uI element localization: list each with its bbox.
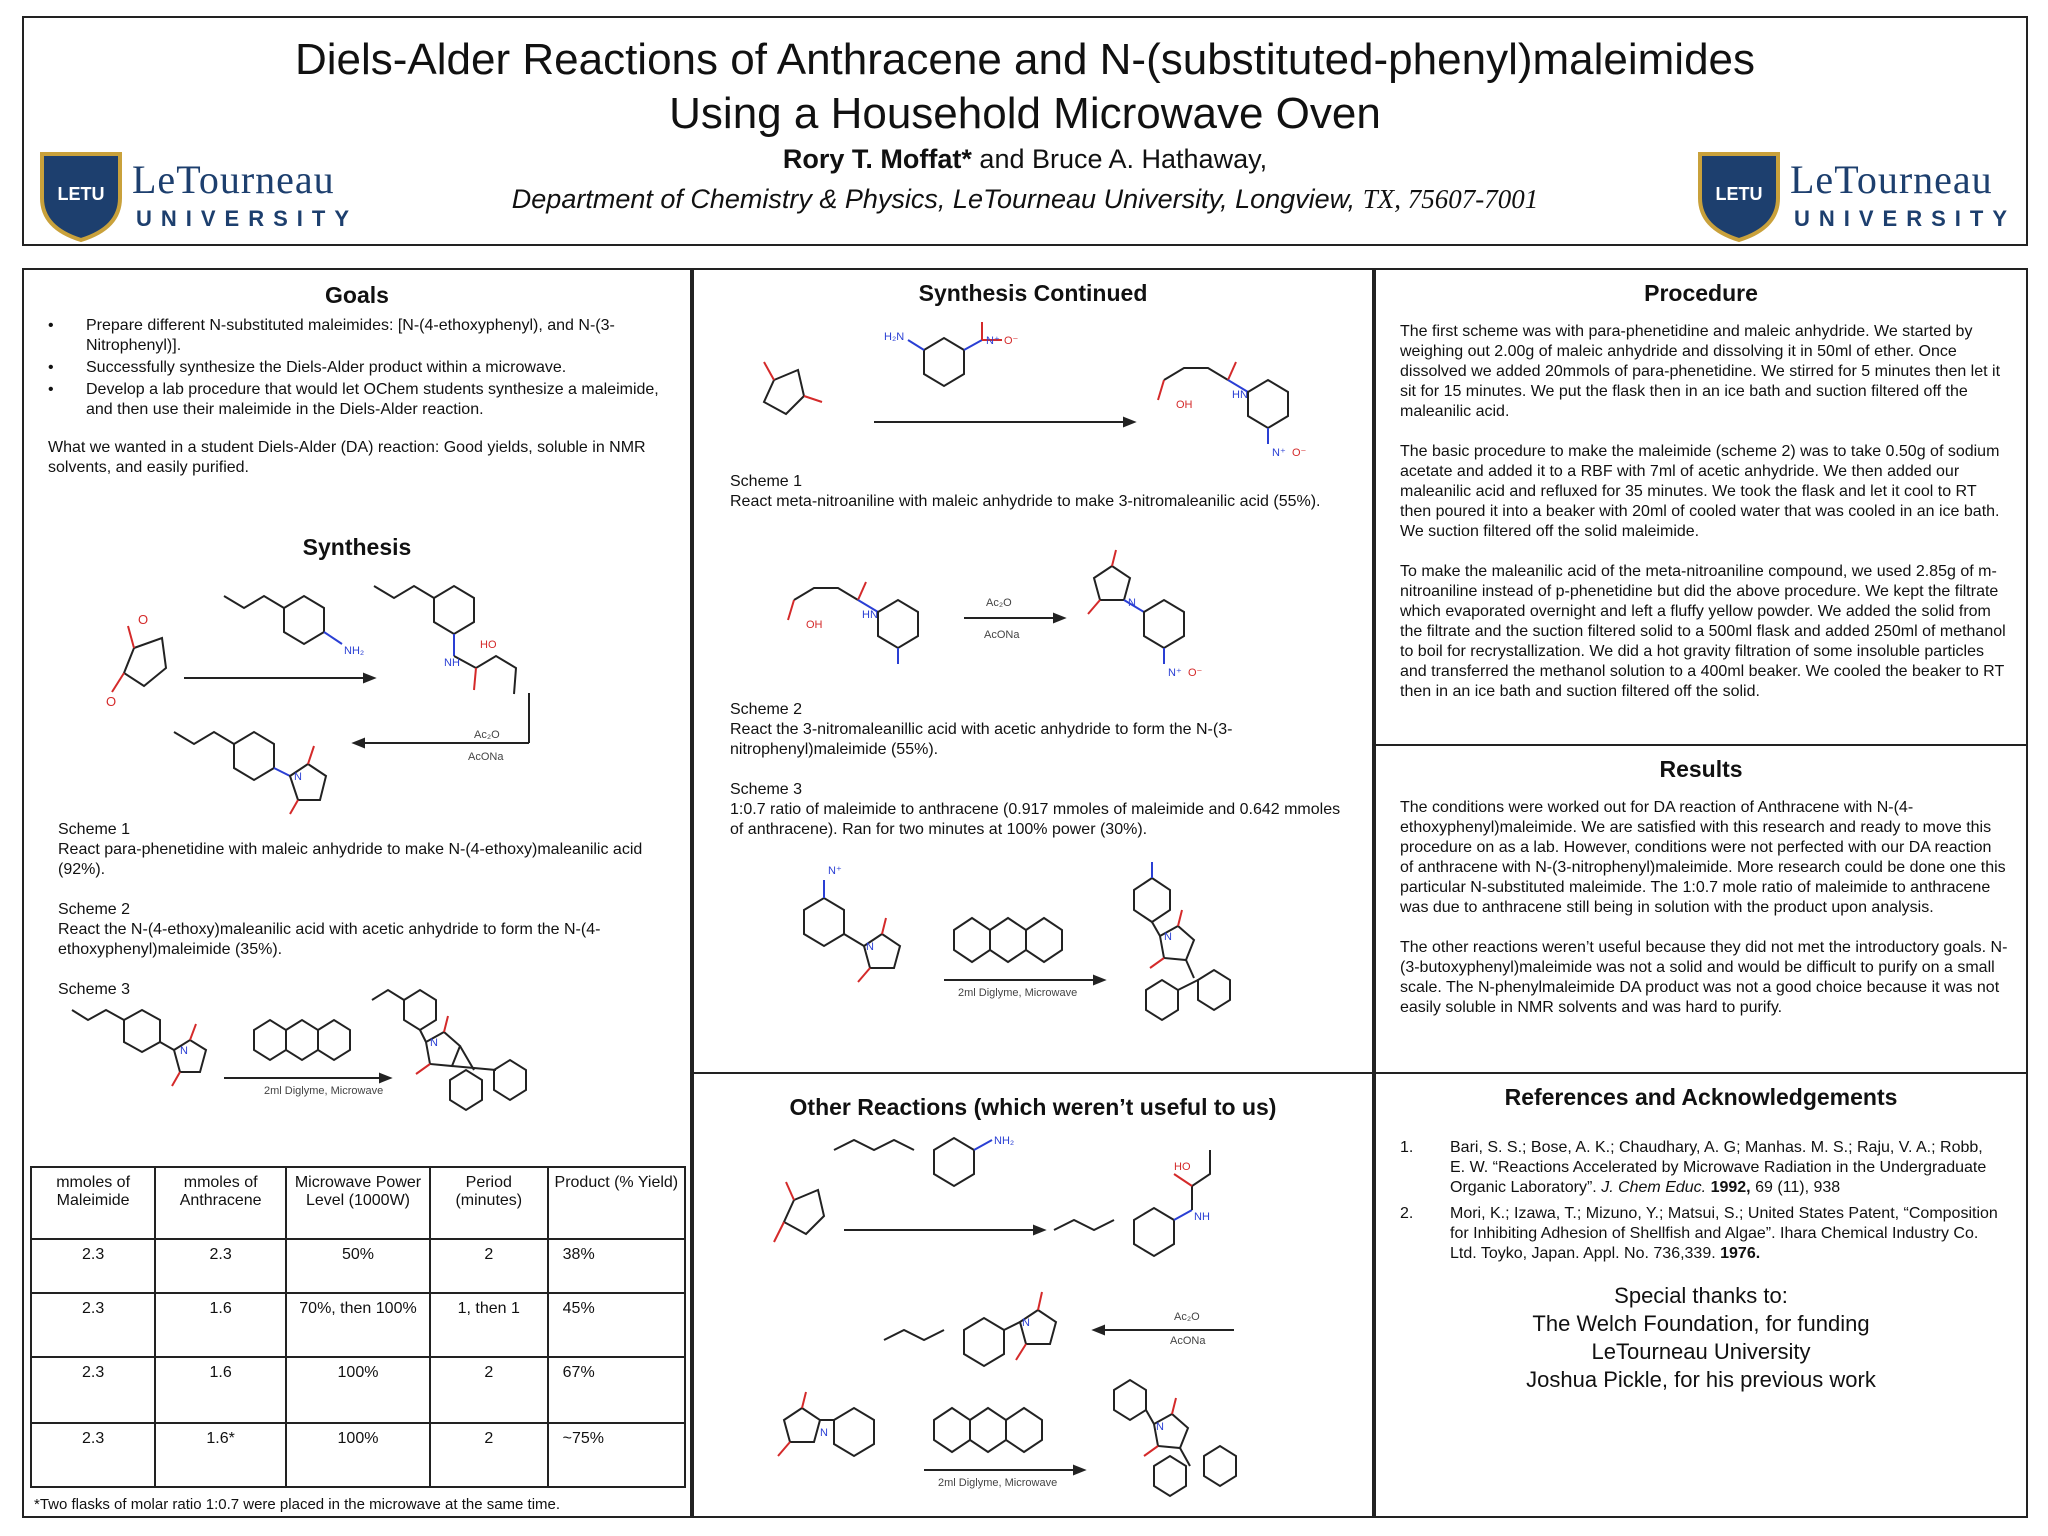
scheme-description: 1:0.7 ratio of maleimide to anthracene (0.917 mmoles of maleimide and 0.642 mmoles of anthracene). Ran for two minutes at 100% power (30%). bbox=[730, 801, 1341, 838]
reference-text: Bari, S. S.; Bose, A. K.; Chaudhary, A. G; Manhas. M. S.; Raju, V. A.; Robb, E. W. “Reactions Accelerated by Microwave Radiation in the Undergraduate Organic Laboratory”. bbox=[1450, 1139, 1987, 1196]
synthesis-heading: Synthesis bbox=[302, 534, 412, 560]
atom-label: N⁺ bbox=[1168, 667, 1182, 679]
table-row bbox=[31, 1239, 685, 1293]
shield-icon bbox=[36, 148, 126, 244]
table-cell: 70%, then 100% bbox=[286, 1293, 430, 1357]
results-panel bbox=[1376, 744, 2026, 1072]
atom-label: O⁻ bbox=[1188, 667, 1203, 679]
reagent-label: 2ml Diglyme, Microwave bbox=[958, 987, 1078, 999]
table-cell: 2.3 bbox=[31, 1357, 155, 1423]
table-header-cell: mmoles of Maleimide bbox=[31, 1167, 155, 1239]
poster-title-line1: Diels-Alder Reactions of Anthracene and N-(substituted-phenyl)maleimides bbox=[294, 35, 1756, 84]
reagent-label: AcONa bbox=[984, 629, 1020, 641]
atom-label: HN bbox=[862, 609, 878, 621]
table-cell: 38% bbox=[548, 1239, 685, 1293]
atom-label: O bbox=[106, 694, 117, 709]
reference-number: 2. bbox=[1400, 1205, 1414, 1222]
atom-label: N bbox=[1022, 1317, 1030, 1329]
results-paragraph: The other reactions weren’t useful because they did not met the introductory goals. N-(3-butoxyphenyl)maleimide was not a solid and would be difficult to purify on a small scale. The N-phenylmaleimide DA product was not a good choice because it was not easily soluble in NMR solvents and was hard to purify. bbox=[1400, 939, 2008, 1016]
scheme-label: Scheme 3 bbox=[730, 781, 803, 798]
procedure-body bbox=[1400, 322, 2008, 702]
department-address: TX, 75607-7001 bbox=[1362, 184, 1539, 214]
synthesis-scheme-3-structure bbox=[64, 970, 664, 1140]
shield-text: LETU bbox=[1715, 184, 1763, 204]
results-table bbox=[30, 1166, 686, 1488]
shield-text: LETU bbox=[57, 184, 105, 204]
table-cell: 2 bbox=[430, 1239, 548, 1293]
poster-header bbox=[22, 16, 2028, 246]
reagent-label: 2ml Diglyme, Microwave bbox=[264, 1085, 384, 1097]
reagent-label: Ac₂O bbox=[1174, 1311, 1200, 1323]
atom-label: N bbox=[1156, 1421, 1164, 1433]
table-cell: 2.3 bbox=[155, 1239, 286, 1293]
thanks-line: The Welch Foundation, for funding bbox=[1532, 1311, 1870, 1336]
co-author: and Bruce A. Hathaway, bbox=[979, 144, 1268, 174]
goals-heading: Goals bbox=[325, 282, 389, 308]
results-heading: Results bbox=[1659, 756, 1743, 782]
logo-subtext: UNIVERSITY bbox=[136, 206, 359, 231]
table-header-cell: Product (% Yield) bbox=[548, 1167, 685, 1239]
scheme-label: Scheme 1 bbox=[58, 821, 131, 838]
reference-number: 1. bbox=[1400, 1139, 1414, 1156]
synthesis-continued-panel bbox=[694, 270, 1372, 1072]
atom-label: NH₂ bbox=[344, 645, 365, 657]
atom-label: O⁻ bbox=[1292, 447, 1307, 459]
main-author: Rory T. Moffat* bbox=[782, 144, 972, 174]
table-cell: 1.6* bbox=[155, 1423, 286, 1487]
goals-list bbox=[48, 316, 668, 420]
acknowledgements bbox=[1376, 1282, 2026, 1394]
references-list bbox=[1400, 1138, 2000, 1264]
reagent-label: 2ml Diglyme, Microwave bbox=[938, 1477, 1058, 1489]
scheme-label: Scheme 2 bbox=[730, 701, 803, 718]
table-cell: 1.6 bbox=[155, 1357, 286, 1423]
goal-item: • Develop a lab procedure that would let OChem students synthesize a maleimide, and then use their maleimide in the Diels-Alder reaction. bbox=[48, 380, 668, 420]
letourneau-logo-left bbox=[36, 148, 359, 244]
scheme-1-text bbox=[730, 472, 1350, 512]
references-panel bbox=[1376, 1072, 2026, 1518]
procedure-paragraph: The basic procedure to make the maleimide (scheme 2) was to take 0.50g of sodium acetate and added it to a RBF with 7ml of acetic anhydride. We then added our maleanilic acid and refluxed for 35 minutes. We took the flask and let it cool to RT then poured it into a beaker with 20ml of cooled water that was cooled in an ice bath. We suction filtered off the solid maleimide. bbox=[1400, 443, 2000, 540]
procedure-panel bbox=[1376, 270, 2026, 744]
atom-label: N bbox=[430, 1037, 438, 1049]
atom-label: N⁺ bbox=[1272, 447, 1286, 459]
column-middle bbox=[692, 268, 1374, 1518]
reference-tail: 69 (11), 938 bbox=[1755, 1179, 1841, 1196]
table-cell: 2 bbox=[430, 1357, 548, 1423]
scheme-description: React para-phenetidine with maleic anhydride to make N-(4-ethoxy)maleanilic acid (92%). bbox=[58, 841, 643, 878]
thanks-line: Special thanks to: bbox=[1614, 1283, 1788, 1308]
table-row bbox=[31, 1423, 685, 1487]
goals-body bbox=[48, 316, 668, 478]
atom-label: N⁺ bbox=[828, 865, 842, 877]
atom-label: N bbox=[866, 941, 874, 953]
table-cell: 67% bbox=[548, 1357, 685, 1423]
scheme-3-structure bbox=[774, 850, 1314, 1060]
thanks-line: Joshua Pickle, for his previous work bbox=[1526, 1367, 1876, 1392]
thanks-line: LeTourneau University bbox=[1591, 1339, 1811, 1364]
atom-label: HO bbox=[1174, 1161, 1191, 1173]
other-reactions-heading: Other Reactions (which weren’t useful to us) bbox=[789, 1094, 1277, 1120]
synthesis-scheme-1-2-structure bbox=[104, 568, 614, 818]
poster-title-line2: Using a Household Microwave Oven bbox=[669, 89, 1381, 138]
letourneau-logo-right bbox=[1694, 148, 2017, 244]
table-header-cell: Period (minutes) bbox=[430, 1167, 548, 1239]
atom-label: N⁺ bbox=[986, 335, 1000, 347]
procedure-paragraph: The first scheme was with para-phenetidine and maleic anhydride. We started by weighing out 2.00g of maleic anhydride and dissolving it in 50ml of ether. Once dissolved we added 20mmols of para-phenetidine. We stirred for 5 minutes then let it sit for 15 minutes. We put the flask then in an ice bath and suction filtered off the maleanilic acid. bbox=[1400, 323, 2001, 420]
atom-label: HN bbox=[1232, 389, 1248, 401]
column-left bbox=[22, 268, 692, 1518]
goals-paragraph: What we wanted in a student Diels-Alder (DA) reaction: Good yields, soluble in NMR solvents, and easily purified. bbox=[48, 439, 646, 476]
atom-label: HO bbox=[480, 639, 497, 651]
results-body bbox=[1400, 798, 2008, 1018]
reference-year: 1992, bbox=[1710, 1179, 1751, 1196]
atom-label: N bbox=[1164, 931, 1172, 943]
atom-label: N bbox=[180, 1045, 188, 1057]
references-body bbox=[1400, 1138, 2000, 1270]
other-reactions-structures bbox=[754, 1130, 1314, 1510]
atom-label: N bbox=[820, 1427, 828, 1439]
department-name: Department of Chemistry & Physics, LeTourneau University, Longview, bbox=[511, 184, 1356, 214]
logo-subtext: UNIVERSITY bbox=[1794, 206, 2017, 231]
synthesis-continued-heading: Synthesis Continued bbox=[918, 280, 1148, 306]
column-right bbox=[1374, 268, 2028, 1518]
reagent-label: Ac₂O bbox=[986, 597, 1012, 609]
procedure-paragraph: To make the maleanilic acid of the meta-nitroaniline compound, we used 2.85g of m-nitroaniline instead of p-phenetidine but did the above procedure. We kept the filtrate which evaporated overnight and left a fluffy yellow powder. We added the solid from the filtrate and the suction filtered solid to a 500ml flask and added 250ml of methanol to boil for recrystallization. We did a hot gravity filtration of some insoluble particles and transferred the methanol solution to a 400ml beaker. We cooled the beaker to RT then in an ice bath and suction filtered off the solid. bbox=[1400, 563, 2006, 700]
table-cell: 2.3 bbox=[31, 1239, 155, 1293]
logo-wordmark: LeTourneau bbox=[1790, 157, 1993, 202]
atom-label: O⁻ bbox=[1004, 335, 1019, 347]
table-cell: 50% bbox=[286, 1239, 430, 1293]
scheme-1-structure bbox=[724, 310, 1344, 460]
goal-item: • Successfully synthesize the Diels-Alder product within a microwave. bbox=[48, 358, 668, 378]
table-cell: 1, then 1 bbox=[430, 1293, 548, 1357]
table-cell: 2 bbox=[430, 1423, 548, 1487]
table-header-row bbox=[31, 1167, 685, 1239]
reference-item bbox=[1400, 1138, 2000, 1198]
reference-text: Mori, K.; Izawa, T.; Mizuno, Y.; Matsui, S.; United States Patent, “Composition for Inhibiting Adhesion of Shellfish and Algae”. Ihara Chemical Industry Co. Ltd. Toyko, Japan. Appl. No. 736,339. bbox=[1450, 1205, 1998, 1262]
table-cell: 2.3 bbox=[31, 1293, 155, 1357]
reagent-label: Ac₂O bbox=[474, 729, 500, 741]
reference-year: 1976. bbox=[1720, 1245, 1761, 1262]
table-cell: 1.6 bbox=[155, 1293, 286, 1357]
atom-label: OH bbox=[806, 619, 823, 631]
atom-label: NH bbox=[1194, 1211, 1210, 1223]
goal-item: • Prepare different N-substituted maleimides: [N-(4-ethoxyphenyl), and N-(3-Nitrophenyl)]. bbox=[48, 316, 668, 356]
table-header-cell: mmoles of Anthracene bbox=[155, 1167, 286, 1239]
reagent-label: AcONa bbox=[1170, 1335, 1206, 1347]
scheme-description: React meta-nitroaniline with maleic anhydride to make 3-nitromaleanilic acid (55%). bbox=[730, 493, 1321, 510]
table-header-cell: Microwave Power Level (1000W) bbox=[286, 1167, 430, 1239]
table-row bbox=[31, 1357, 685, 1423]
other-reactions-panel bbox=[694, 1072, 1372, 1518]
table-cell: 100% bbox=[286, 1423, 430, 1487]
table-row bbox=[31, 1293, 685, 1357]
scheme-label: Scheme 2 bbox=[58, 901, 131, 918]
atom-label: N bbox=[1128, 597, 1136, 609]
scheme-2-3-text bbox=[730, 700, 1350, 840]
atom-label: OH bbox=[1176, 399, 1193, 411]
table-cell: ~75% bbox=[548, 1423, 685, 1487]
table-cell: 2.3 bbox=[31, 1423, 155, 1487]
table-cell: 45% bbox=[548, 1293, 685, 1357]
atom-label: N bbox=[294, 771, 302, 783]
atom-label: O bbox=[138, 612, 149, 627]
atom-label: H₂N bbox=[884, 331, 905, 343]
references-heading: References and Acknowledgements bbox=[1504, 1084, 1898, 1110]
atom-label: NH₂ bbox=[994, 1135, 1015, 1147]
atom-label: NH bbox=[444, 657, 460, 669]
scheme-2-structure bbox=[764, 538, 1304, 688]
reference-journal: J. Chem Educ. bbox=[1601, 1179, 1707, 1196]
reagent-label: AcONa bbox=[468, 751, 504, 763]
scheme-label: Scheme 3 bbox=[58, 981, 131, 998]
table-footnote: *Two flasks of molar ratio 1:0.7 were placed in the microwave at the same time. bbox=[34, 1496, 561, 1513]
scheme-label: Scheme 1 bbox=[730, 473, 803, 490]
scheme-description: React the 3-nitromaleanillic acid with acetic anhydride to form the N-(3-nitrophenyl)maleimide (55%). bbox=[730, 721, 1233, 758]
reference-item bbox=[1400, 1204, 2000, 1264]
procedure-heading: Procedure bbox=[1644, 280, 1758, 306]
table-cell: 100% bbox=[286, 1357, 430, 1423]
shield-icon bbox=[1694, 148, 1784, 244]
logo-wordmark: LeTourneau bbox=[132, 157, 335, 202]
scheme-description: React the N-(4-ethoxy)maleanilic acid with acetic anhydride to form the N-(4-ethoxyphenyl)maleimide (35%). bbox=[58, 921, 601, 958]
results-paragraph: The conditions were worked out for DA reaction of Anthracene with N-(4-ethoxyphenyl)maleimide. We are satisfied with this research and ready to move this procedure on as a lab. However, conditions were not perfected with our DA reaction of anthracene with N-(3-nitrophenyl)maleimide. More research could be done one this particular N-substituted maleimide. The 1:0.7 mole ratio of maleimide to anthracene was due to anthracene still being in solution with the product upon analysis. bbox=[1400, 799, 2006, 916]
